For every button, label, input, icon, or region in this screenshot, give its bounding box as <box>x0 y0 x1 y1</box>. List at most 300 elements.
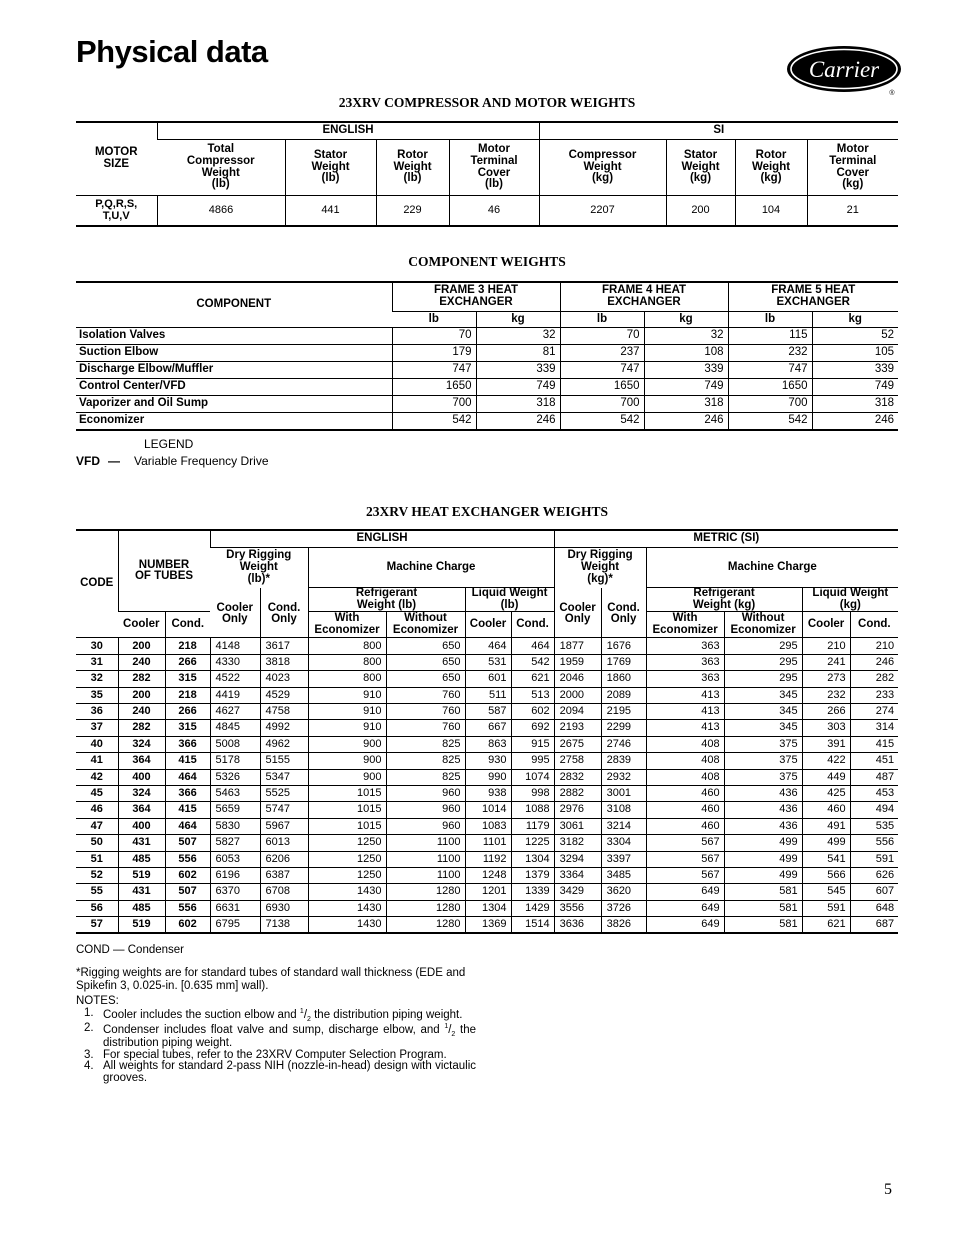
table-cell: 366 <box>165 785 210 801</box>
table-cell: 1192 <box>465 851 511 867</box>
unit-header: kg <box>476 312 560 328</box>
table-cell: 246 <box>850 654 898 670</box>
table-cell: 900 <box>308 753 386 769</box>
table-cell: 1430 <box>308 917 386 934</box>
table-cell: 2193 <box>554 720 601 736</box>
table-cell: 218 <box>165 638 210 654</box>
table-cell: 266 <box>165 654 210 670</box>
table-cell: 3001 <box>601 785 646 801</box>
table-cell: 2832 <box>554 769 601 785</box>
table-cell: 5155 <box>260 753 308 769</box>
table-cell: 408 <box>646 736 724 752</box>
table-cell: 667 <box>465 720 511 736</box>
table-cell: 345 <box>724 720 802 736</box>
table-cell: 32 <box>476 328 560 345</box>
cond-abbreviation-note: COND — Condenser <box>76 944 185 956</box>
table-cell: 7138 <box>260 917 308 934</box>
legend-abbr: VFD <box>76 454 100 468</box>
without-econ-en-header: Without Economizer <box>386 612 465 638</box>
table-cell: 4627 <box>210 704 260 720</box>
table-cell: 3364 <box>554 867 601 883</box>
table-cell: 229 <box>376 196 449 227</box>
carrier-logo <box>786 44 906 96</box>
table-cell: 910 <box>308 704 386 720</box>
table-cell: 274 <box>850 704 898 720</box>
code-cell: 36 <box>76 704 118 720</box>
table-cell: 2839 <box>601 753 646 769</box>
table-cell: 749 <box>812 379 898 396</box>
rigging-footnote: *Rigging weights are for standard tubes of standard wall thickness (EDE and Spikefin 3, 0.025-in. [0.635 mm] wall). <box>76 967 466 992</box>
component-row <box>76 396 898 413</box>
table-row <box>76 720 898 736</box>
table-cell: 240 <box>118 704 165 720</box>
table-cell: 266 <box>165 704 210 720</box>
table-cell: 441 <box>285 196 376 227</box>
table-cell: 4148 <box>210 638 260 654</box>
table-cell: 1100 <box>386 835 465 851</box>
table-cell: 5747 <box>260 802 308 818</box>
table-cell: 507 <box>165 835 210 851</box>
cond-only-si-header: Cond. Only <box>601 588 646 638</box>
table-cell: 1959 <box>554 654 601 670</box>
table-row <box>76 671 898 687</box>
table-cell: 408 <box>646 753 724 769</box>
tubes-cond-header: Cond. <box>165 612 210 638</box>
table-cell: 200 <box>118 638 165 654</box>
table-cell: 1250 <box>308 851 386 867</box>
table-cell: 960 <box>386 818 465 834</box>
cond-only-en-header: Cond. Only <box>260 588 308 638</box>
legend-dash: — <box>108 454 120 468</box>
table-cell: 422 <box>802 753 850 769</box>
table-cell: 210 <box>850 638 898 654</box>
table-cell: 567 <box>646 835 724 851</box>
table-cell: 4992 <box>260 720 308 736</box>
si-group-header: SI <box>539 122 898 140</box>
table-cell: 687 <box>850 917 898 934</box>
component-weights-table <box>76 281 898 431</box>
table-cell: 566 <box>802 867 850 883</box>
table-cell: 46 <box>449 196 539 227</box>
code-cell: 40 <box>76 736 118 752</box>
table-cell: 650 <box>386 654 465 670</box>
table-cell: 1860 <box>601 671 646 687</box>
page-number: 5 <box>884 1181 892 1198</box>
table-cell: 303 <box>802 720 850 736</box>
table-cell: 1650 <box>560 379 644 396</box>
table-cell: 2046 <box>554 671 601 687</box>
table-cell: 415 <box>165 802 210 818</box>
table-cell: 339 <box>476 362 560 379</box>
table-cell: 363 <box>646 671 724 687</box>
table-row <box>76 802 898 818</box>
table-cell: 511 <box>465 687 511 703</box>
unit-header: lb <box>728 312 812 328</box>
table-cell: 3429 <box>554 884 601 900</box>
table-cell: 3620 <box>601 884 646 900</box>
table-cell: 460 <box>646 818 724 834</box>
frame-4-header: FRAME 4 HEAT EXCHANGER <box>560 282 728 312</box>
table-cell: 5326 <box>210 769 260 785</box>
component-name: Suction Elbow <box>76 345 392 362</box>
table-cell: 266 <box>802 704 850 720</box>
table-cell: 246 <box>476 413 560 431</box>
table-cell: 295 <box>724 671 802 687</box>
table-cell: 460 <box>802 802 850 818</box>
component-header: COMPONENT <box>76 282 392 328</box>
refrigerant-si-header: Refrigerant Weight (kg) <box>646 588 802 612</box>
code-cell: 45 <box>76 785 118 801</box>
code-cell: 57 <box>76 917 118 934</box>
table-cell: 364 <box>118 802 165 818</box>
table-cell: 591 <box>850 851 898 867</box>
table-row <box>76 884 898 900</box>
table-cell: 1877 <box>554 638 601 654</box>
table-cell: 4845 <box>210 720 260 736</box>
component-row <box>76 328 898 345</box>
code-cell: 46 <box>76 802 118 818</box>
table-cell: 3826 <box>601 917 646 934</box>
table-cell: 535 <box>850 818 898 834</box>
table-cell: 366 <box>165 736 210 752</box>
with-econ-si-header: With Economizer <box>646 612 724 638</box>
table-row <box>76 736 898 752</box>
cooler-only-en-header: Cooler Only <box>210 588 260 638</box>
component-row <box>76 345 898 362</box>
table-cell: 4330 <box>210 654 260 670</box>
table-cell: 825 <box>386 736 465 752</box>
table-cell: 453 <box>850 785 898 801</box>
table-cell: 295 <box>724 638 802 654</box>
table-cell: 760 <box>386 687 465 703</box>
code-cell: 42 <box>76 769 118 785</box>
note-item: 2. Condenser includes float valve and sump, discharge elbow, and $^1/_2$ the distribution piping weight. <box>84 1022 476 1050</box>
table-cell: 1250 <box>308 867 386 883</box>
table-cell: 339 <box>644 362 728 379</box>
table-cell: 1100 <box>386 851 465 867</box>
table-cell: 760 <box>386 704 465 720</box>
table-cell: 1015 <box>308 802 386 818</box>
table-cell: 749 <box>644 379 728 396</box>
table-cell: 4962 <box>260 736 308 752</box>
table-cell: 364 <box>118 753 165 769</box>
table-cell: 273 <box>802 671 850 687</box>
table-cell: 591 <box>802 900 850 916</box>
table-cell: 1248 <box>465 867 511 883</box>
with-econ-en-header: With Economizer <box>308 612 386 638</box>
code-cell: 47 <box>76 818 118 834</box>
table-cell: 108 <box>644 345 728 362</box>
frame-5-header: FRAME 5 HEAT EXCHANGER <box>728 282 898 312</box>
code-cell: 50 <box>76 835 118 851</box>
table-cell: 3304 <box>601 835 646 851</box>
logo-wordmark: Carrier <box>808 57 880 82</box>
table-cell: 282 <box>118 671 165 687</box>
table-cell: 601 <box>465 671 511 687</box>
table-cell: 2932 <box>601 769 646 785</box>
table-cell: 2299 <box>601 720 646 736</box>
table-cell: 413 <box>646 720 724 736</box>
code-cell: 55 <box>76 884 118 900</box>
table-cell: 485 <box>118 851 165 867</box>
table-cell: 81 <box>476 345 560 362</box>
table-cell: 210 <box>802 638 850 654</box>
table-cell: 345 <box>724 704 802 720</box>
table-cell: 5659 <box>210 802 260 818</box>
table-cell: 5827 <box>210 835 260 851</box>
table-cell: 282 <box>118 720 165 736</box>
table-cell: 1650 <box>728 379 812 396</box>
table-cell: 915 <box>511 736 554 752</box>
table-cell: 581 <box>724 900 802 916</box>
table-cell: 3617 <box>260 638 308 654</box>
table-cell: 692 <box>511 720 554 736</box>
table-cell: 3636 <box>554 917 601 934</box>
table-cell: 464 <box>165 818 210 834</box>
table-row <box>76 835 898 851</box>
table-cell: 2976 <box>554 802 601 818</box>
table-cell: 960 <box>386 785 465 801</box>
table-cell: 375 <box>724 736 802 752</box>
table-cell: 425 <box>802 785 850 801</box>
table-cell: 1280 <box>386 884 465 900</box>
table-cell: 3214 <box>601 818 646 834</box>
table-cell: 1014 <box>465 802 511 818</box>
component-name: Discharge Elbow/Muffler <box>76 362 392 379</box>
table-cell: 70 <box>392 328 476 345</box>
column-header: Total Compressor Weight (lb) <box>157 140 285 196</box>
compressor-weights-title: 23XRV COMPRESSOR AND MOTOR WEIGHTS <box>338 95 636 110</box>
table-cell: 648 <box>850 900 898 916</box>
table-cell: 2882 <box>554 785 601 801</box>
liquid-si-header: Liquid Weight (kg) <box>802 588 898 612</box>
table-cell: 246 <box>812 413 898 431</box>
legend-title: LEGEND <box>144 437 194 451</box>
table-cell: 6206 <box>260 851 308 867</box>
machine-charge-en-header: Machine Charge <box>308 548 554 588</box>
column-header: Stator Weight (lb) <box>285 140 376 196</box>
table-cell: 1429 <box>511 900 554 916</box>
table-cell: 825 <box>386 753 465 769</box>
table-cell: 650 <box>386 671 465 687</box>
english-group-header: ENGLISH <box>157 122 539 140</box>
table-cell: 436 <box>724 818 802 834</box>
table-cell: 513 <box>511 687 554 703</box>
table-cell: 1083 <box>465 818 511 834</box>
table-cell: 747 <box>560 362 644 379</box>
table-cell: 4023 <box>260 671 308 687</box>
table-cell: 1280 <box>386 917 465 934</box>
liquid-en-header: Liquid Weight (lb) <box>465 588 554 612</box>
machine-charge-si-header: Machine Charge <box>646 548 898 588</box>
table-cell: 5008 <box>210 736 260 752</box>
table-cell: 825 <box>386 769 465 785</box>
component-row <box>76 379 898 396</box>
table-cell: 375 <box>724 769 802 785</box>
liquid-cond-en-header: Cond. <box>511 612 554 638</box>
table-cell: 1369 <box>465 917 511 934</box>
table-cell: 2000 <box>554 687 601 703</box>
table-cell: 2207 <box>539 196 666 227</box>
table-cell: 6013 <box>260 835 308 851</box>
dry-rigging-si-header: Dry Rigging Weight (kg)* <box>554 548 646 588</box>
table-row <box>76 753 898 769</box>
table-cell: 626 <box>850 867 898 883</box>
table-cell: 700 <box>392 396 476 413</box>
table-cell: 1280 <box>386 900 465 916</box>
table-cell: 4866 <box>157 196 285 227</box>
table-cell: 6631 <box>210 900 260 916</box>
table-cell: 431 <box>118 884 165 900</box>
table-cell: 519 <box>118 867 165 883</box>
table-cell: 4758 <box>260 704 308 720</box>
table-cell: 232 <box>802 687 850 703</box>
table-cell: 400 <box>118 769 165 785</box>
table-cell: 318 <box>812 396 898 413</box>
table-cell: 491 <box>802 818 850 834</box>
table-cell: 295 <box>724 654 802 670</box>
notes-list <box>84 1008 476 1084</box>
table-cell: 1101 <box>465 835 511 851</box>
table-cell: 464 <box>165 769 210 785</box>
heat-exchanger-table <box>76 529 898 934</box>
table-cell: 363 <box>646 654 724 670</box>
table-cell: 1100 <box>386 867 465 883</box>
table-row <box>76 654 898 670</box>
table-cell: 408 <box>646 769 724 785</box>
table-cell: 6930 <box>260 900 308 916</box>
table-cell: 4522 <box>210 671 260 687</box>
table-cell: 391 <box>802 736 850 752</box>
table-cell: 990 <box>465 769 511 785</box>
component-name: Isolation Valves <box>76 328 392 345</box>
table-cell: 3726 <box>601 900 646 916</box>
code-cell: 31 <box>76 654 118 670</box>
table-cell: 52 <box>812 328 898 345</box>
table-cell: 464 <box>511 638 554 654</box>
table-row <box>76 917 898 934</box>
column-header: Rotor Weight (kg) <box>735 140 807 196</box>
table-cell: 241 <box>802 654 850 670</box>
table-cell: 2675 <box>554 736 601 752</box>
table-cell: 436 <box>724 785 802 801</box>
table-cell: 104 <box>735 196 807 227</box>
note-item: 4. All weights for standard 2-pass NIH (nozzle-in-head) design with victaulic grooves. <box>84 1060 476 1084</box>
table-cell: 747 <box>728 362 812 379</box>
table-cell: 1430 <box>308 900 386 916</box>
table-cell: 240 <box>118 654 165 670</box>
table-cell: 938 <box>465 785 511 801</box>
table-cell: 6708 <box>260 884 308 900</box>
table-cell: 3182 <box>554 835 601 851</box>
table-cell: 800 <box>308 638 386 654</box>
table-cell: 900 <box>308 736 386 752</box>
code-cell: 35 <box>76 687 118 703</box>
table-cell: 998 <box>511 785 554 801</box>
table-cell: 2089 <box>601 687 646 703</box>
unit-header: lb <box>560 312 644 328</box>
table-cell: 581 <box>724 917 802 934</box>
table-row <box>76 785 898 801</box>
unit-header: lb <box>392 312 476 328</box>
motor-size-header: MOTOR SIZE <box>76 122 157 196</box>
table-cell: 1304 <box>511 851 554 867</box>
table-cell: 3397 <box>601 851 646 867</box>
liquid-cooler-si-header: Cooler <box>802 612 850 638</box>
table-cell: 1430 <box>308 884 386 900</box>
liquid-cond-si-header: Cond. <box>850 612 898 638</box>
cooler-only-si-header: Cooler Only <box>554 588 601 638</box>
table-row <box>76 851 898 867</box>
table-cell: 318 <box>476 396 560 413</box>
code-cell: 32 <box>76 671 118 687</box>
table-cell: 2758 <box>554 753 601 769</box>
table-cell: 3294 <box>554 851 601 867</box>
table-cell: 400 <box>118 818 165 834</box>
table-cell: 649 <box>646 900 724 916</box>
table-cell: 1304 <box>465 900 511 916</box>
column-header: Compressor Weight (kg) <box>539 140 666 196</box>
table-cell: 649 <box>646 884 724 900</box>
table-cell: 499 <box>802 835 850 851</box>
table-cell: 602 <box>165 867 210 883</box>
table-cell: 499 <box>724 867 802 883</box>
table-cell: 1339 <box>511 884 554 900</box>
table-cell: 318 <box>644 396 728 413</box>
table-cell: 6795 <box>210 917 260 934</box>
table-cell: 282 <box>850 671 898 687</box>
table-cell: 542 <box>511 654 554 670</box>
table-cell: 2195 <box>601 704 646 720</box>
table-cell: 519 <box>118 917 165 934</box>
table-cell: 413 <box>646 704 724 720</box>
table-cell: 581 <box>724 884 802 900</box>
table-cell: 3485 <box>601 867 646 883</box>
table-cell: 602 <box>511 704 554 720</box>
table-cell: 315 <box>165 671 210 687</box>
table-cell: 6387 <box>260 867 308 883</box>
table-cell: 1650 <box>392 379 476 396</box>
table-cell: 464 <box>465 638 511 654</box>
table-cell: 218 <box>165 687 210 703</box>
tubes-header: NUMBER OF TUBES <box>118 530 210 612</box>
table-cell: 494 <box>850 802 898 818</box>
table-cell: 5967 <box>260 818 308 834</box>
table-row <box>76 769 898 785</box>
table-cell: 556 <box>165 900 210 916</box>
table-cell: 900 <box>308 769 386 785</box>
table-cell: 115 <box>728 328 812 345</box>
table-cell: 6196 <box>210 867 260 883</box>
table-row <box>76 900 898 916</box>
notes-label: NOTES: <box>76 995 119 1007</box>
heat-exchanger-title: 23XRV HEAT EXCHANGER WEIGHTS <box>366 504 608 519</box>
table-row <box>76 196 898 227</box>
component-name: Control Center/VFD <box>76 379 392 396</box>
table-cell: 1250 <box>308 835 386 851</box>
table-cell: 232 <box>728 345 812 362</box>
column-header: Rotor Weight (lb) <box>376 140 449 196</box>
table-cell: 70 <box>560 328 644 345</box>
table-cell: 541 <box>802 851 850 867</box>
table-cell: 4529 <box>260 687 308 703</box>
table-cell: 200 <box>666 196 735 227</box>
table-cell: 314 <box>850 720 898 736</box>
table-cell: 1074 <box>511 769 554 785</box>
table-cell: 499 <box>724 851 802 867</box>
component-weights-title: COMPONENT WEIGHTS <box>408 254 566 269</box>
table-cell: 415 <box>850 736 898 752</box>
